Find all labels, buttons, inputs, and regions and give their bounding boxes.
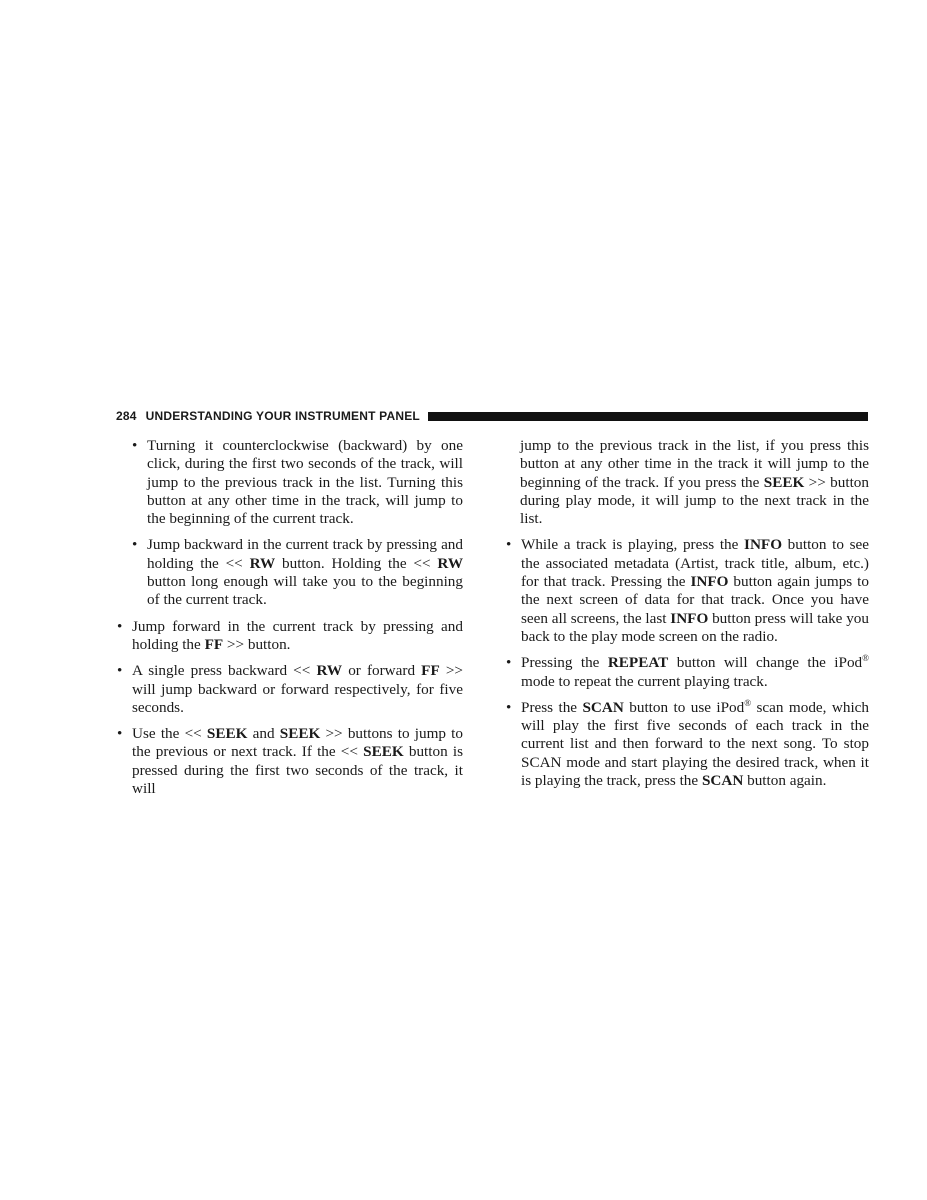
bullet-text: Press the SCAN button to use iPod® scan mode, which will play the first five seconds of each track in the current list and then forward to the next song. To stop SCAN mode and start playing the desired track, when it is playing the track, press the SCAN button again. bbox=[521, 697, 869, 790]
bullet-text: While a track is playing, press the INFO button to see the associated metadata (Artist, track title, album, etc.) for that track. Pressing the INFO button again jumps to the next screen of data for that track. Once you have seen all screens, the last INFO button press will take you back to the play mode screen on the radio. bbox=[521, 536, 869, 645]
header-rule bbox=[428, 412, 868, 421]
bullet-text: Jump forward in the current track by pressing and holding the FF >> button. bbox=[132, 617, 463, 653]
section-title: UNDERSTANDING YOUR INSTRUMENT PANEL bbox=[145, 409, 420, 423]
bullet-text: A single press backward << RW or forward FF >> will jump backward or forward respectively, for five seconds. bbox=[132, 662, 463, 716]
bullet-item bbox=[114, 437, 463, 528]
bullet-item bbox=[114, 725, 463, 798]
bullet-item bbox=[114, 536, 463, 609]
page-header bbox=[116, 408, 868, 424]
bullet-item bbox=[503, 536, 869, 646]
bullet-icon: • bbox=[132, 536, 138, 554]
bullet-item bbox=[503, 699, 869, 790]
bullet-icon: • bbox=[117, 725, 123, 743]
bullet-text: Jump backward in the current track by pressing and holding the << RW button. Holding the << RW button long enough will take you to the beginning of the current track. bbox=[147, 536, 464, 609]
bullet-text: Use the << SEEK and SEEK >> buttons to jump to the previous or next track. If the << SEEK button is pressed during the first two seconds of the track, it will bbox=[132, 725, 463, 798]
bullet-item bbox=[114, 618, 463, 655]
bullet-icon: • bbox=[506, 698, 512, 716]
right-column bbox=[503, 437, 869, 798]
bullet-text: Turning it counterclockwise (backward) by one click, during the first two seconds of the track, will jump to the previous track in the list. Turning this button at any other time in the track, will jump to the beginning of the current track. bbox=[147, 437, 463, 528]
bullet-item bbox=[114, 662, 463, 717]
left-column bbox=[114, 437, 463, 806]
bullet-icon: • bbox=[506, 654, 512, 672]
bullet-icon: • bbox=[117, 662, 123, 680]
continued-paragraph: jump to the previous track in the list, if you press this button at any other time in the track it will jump to the beginning of the track. If you press the SEEK >> button during play mode, it will jump to the next track in the list. bbox=[520, 437, 869, 528]
bullet-text: Pressing the REPEAT button will change the iPod® mode to repeat the current playing track. bbox=[521, 653, 869, 690]
bullet-item bbox=[503, 654, 869, 691]
bullet-icon: • bbox=[117, 617, 123, 635]
bullet-icon: • bbox=[506, 536, 512, 554]
bullet-icon: • bbox=[132, 437, 138, 454]
page-number: 284 bbox=[116, 409, 137, 423]
